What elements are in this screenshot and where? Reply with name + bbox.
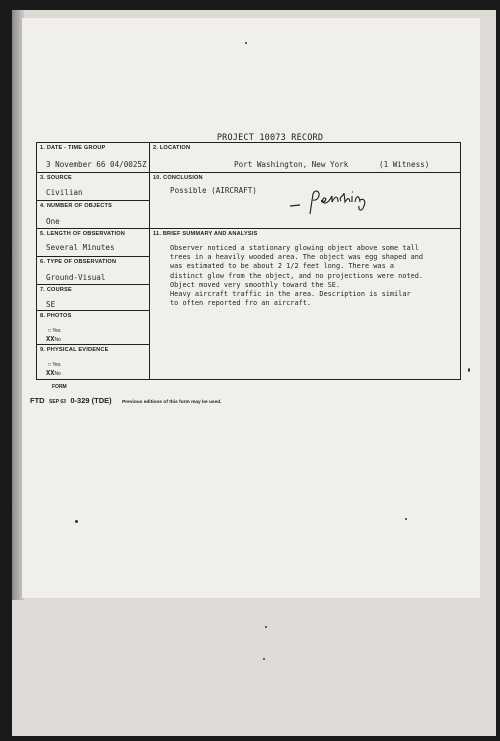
source-value: Civilian (46, 188, 83, 197)
course-value: SE (46, 300, 56, 309)
scan-speck (263, 658, 265, 660)
scan-speck (468, 368, 470, 372)
handwritten-pending (288, 184, 368, 218)
objects-value: One (46, 217, 60, 226)
row-divider (36, 256, 150, 257)
footer-line (30, 390, 222, 408)
scan-speck (245, 42, 247, 44)
summary-label: 11. BRIEF SUMMARY AND ANALYSIS (153, 231, 258, 237)
handwriting-icon (288, 184, 368, 218)
summary-line: Observer noticed a stationary glowing object above some tall (170, 244, 419, 252)
row-divider (36, 200, 150, 201)
footer-number: 0-329 (TDE) (70, 396, 112, 405)
photos-no (46, 335, 61, 343)
row-divider (36, 344, 150, 345)
footer-ftd: FTD (30, 396, 45, 405)
row-divider (36, 172, 461, 173)
checkbox-mark: XX (46, 369, 55, 377)
photos-yes (48, 328, 61, 334)
evidence-no (46, 369, 61, 377)
summary-line: to often reported fro an aircraft. (170, 299, 312, 308)
date-value: 3 November 66 04/0025Z (46, 160, 147, 169)
scan-speck (75, 520, 78, 523)
evidence-yes (48, 362, 61, 368)
summary-text (170, 244, 460, 308)
row-divider (36, 228, 461, 229)
summary-line: was estimated to be about 2 1/2 feet long. There was a (170, 262, 395, 271)
witness-count: (1 Witness) (379, 160, 430, 169)
conclusion-label: 10. CONCLUSION (153, 175, 203, 181)
location-value: Port Washington, New York (234, 160, 349, 169)
footer-form-label: FORM (52, 384, 67, 390)
evidence-no-label: No (54, 371, 61, 377)
course-label: 7. COURSE (40, 287, 72, 293)
objects-label: 4. NUMBER OF OBJECTS (40, 203, 113, 209)
form-title: PROJECT 10073 RECORD (216, 133, 324, 143)
length-value: Several Minutes (46, 243, 115, 252)
summary-line: distinct glow from the object, and no projections were noted. (170, 271, 424, 280)
checkbox-empty-icon: □ (48, 328, 52, 334)
photos-no-label: No (54, 337, 61, 343)
type-value: Ground-Visual (46, 273, 106, 282)
footer-sep: SEP 63 (49, 399, 66, 405)
conclusion-value: Possible (AIRCRAFT) (170, 186, 257, 195)
source-label: 3. SOURCE (40, 175, 72, 181)
length-label: 5. LENGTH OF OBSERVATION (40, 231, 125, 237)
scan-speck (265, 626, 267, 628)
summary-line: Object moved very smoothly toward the SE. (170, 280, 341, 289)
photos-yes-label: Yes (52, 328, 61, 334)
row-divider (36, 284, 150, 285)
photos-label: 8. PHOTOS (40, 313, 72, 319)
summary-line: trees in a heavily wooded area. The object was egg shaped and (170, 253, 424, 262)
summary-line: Heavy aircraft traffic in the area. Description is similar (170, 290, 411, 299)
scan-speck (405, 518, 407, 520)
checkbox-empty-icon: □ (48, 362, 52, 368)
checkbox-mark: XX (46, 335, 55, 343)
date-label: 1. DATE - TIME GROUP (40, 145, 106, 151)
location-label: 2. LOCATION (153, 145, 191, 151)
footer-note: Previous editions of this form may be used. (122, 400, 222, 405)
row-divider (36, 310, 150, 311)
evidence-yes-label: Yes (52, 362, 61, 368)
evidence-label: 9. PHYSICAL EVIDENCE (40, 347, 109, 353)
type-label: 6. TYPE OF OBSERVATION (40, 259, 117, 265)
